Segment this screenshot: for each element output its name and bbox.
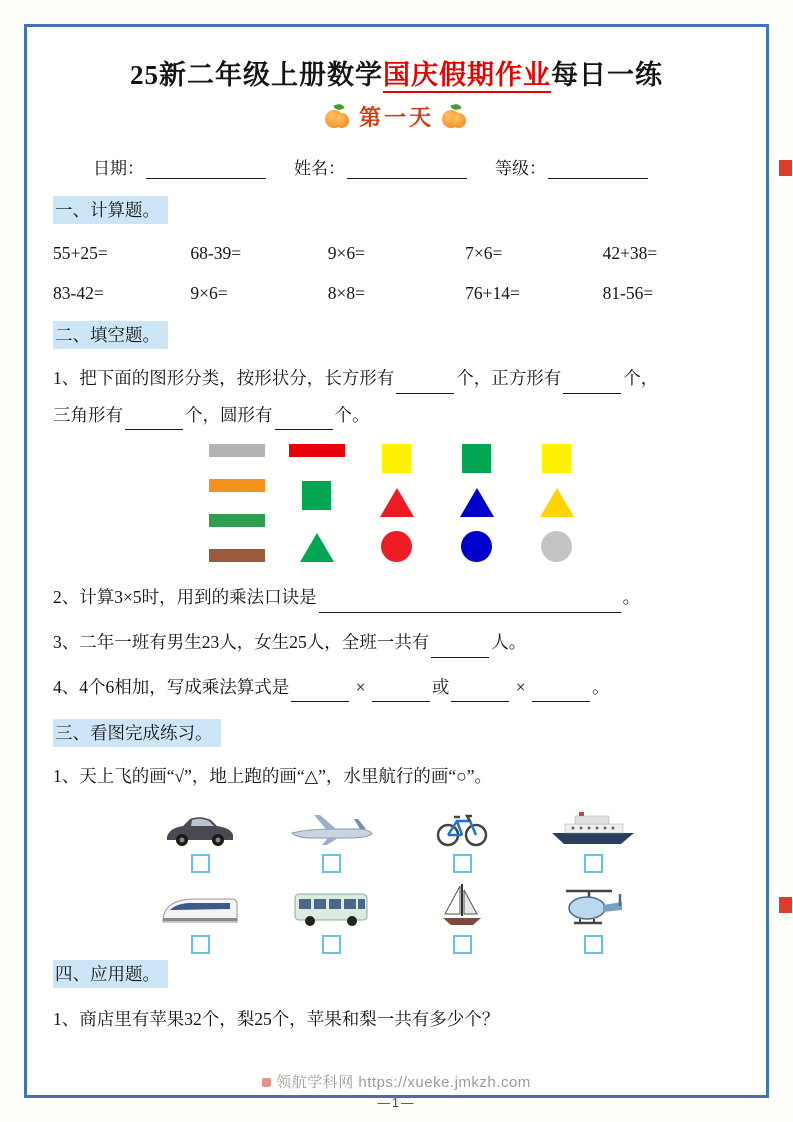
square-shape xyxy=(542,444,571,473)
answer-checkbox[interactable] xyxy=(191,935,210,954)
question-text: 人。 xyxy=(491,631,527,652)
answer-checkbox[interactable] xyxy=(453,935,472,954)
page-number: —1— xyxy=(377,1096,416,1110)
triangle-shape xyxy=(380,488,414,517)
rect-shape xyxy=(209,444,265,457)
look-question-1: 1、天上飞的画“√”，地上跑的画“△”，水里航行的画“○”。 xyxy=(53,766,492,787)
answer-blank[interactable] xyxy=(431,638,489,657)
vehicle-row xyxy=(144,881,649,954)
answer-blank[interactable] xyxy=(291,683,349,702)
calc-problem: 8×8= xyxy=(327,283,366,303)
question-text: 三角形有 xyxy=(53,404,123,425)
title-suffix: 每日一练 xyxy=(551,60,663,90)
fill-question-3 xyxy=(53,627,740,658)
square-shape xyxy=(302,481,331,510)
date-input-line[interactable] xyxy=(146,160,266,179)
shape-column xyxy=(209,444,265,562)
question-text: 个。 xyxy=(334,404,370,425)
triangle-shape xyxy=(460,488,494,517)
vehicle-cell xyxy=(406,881,518,954)
answer-checkbox[interactable] xyxy=(191,854,210,873)
vehicle-cell xyxy=(275,800,387,873)
question-text: 。 xyxy=(622,587,641,608)
question-text: 3、二年一班有男生23人，女生25人，全班一共有 xyxy=(53,631,430,652)
question-text: 或 xyxy=(431,676,450,697)
shape-column xyxy=(529,444,585,562)
answer-blank[interactable] xyxy=(319,594,621,613)
section1-header: 一、计算题。 xyxy=(53,196,168,224)
question-text: 1、把下面的图形分类，按形状分，长方形有 xyxy=(53,368,395,388)
shapes-grid xyxy=(209,444,585,562)
red-edge-tab xyxy=(779,160,792,176)
rect-shape xyxy=(209,514,265,527)
calc-row xyxy=(53,283,740,304)
red-edge-tab xyxy=(779,897,792,913)
page-footer xyxy=(0,1071,793,1110)
triangle-shape xyxy=(540,488,574,517)
rect-shape xyxy=(209,479,265,492)
answer-checkbox[interactable] xyxy=(322,935,341,954)
day-label: 第一天 xyxy=(358,105,434,130)
title-highlight: 国庆假期作业 xyxy=(383,60,551,93)
rect-shape xyxy=(289,444,345,457)
vehicle-cell xyxy=(406,800,518,873)
vehicle-cell xyxy=(144,881,256,954)
question-text: 。 xyxy=(592,676,610,697)
page-title xyxy=(53,53,740,92)
tangerine-icon xyxy=(325,106,351,128)
site-logo-icon xyxy=(262,1078,271,1087)
calc-problem: 9×6= xyxy=(327,243,366,263)
square-shape xyxy=(462,444,491,473)
airplane-image xyxy=(288,800,374,847)
rect-shape xyxy=(209,549,265,562)
vehicle-cell xyxy=(144,800,256,873)
question-text: 个，正方形有 xyxy=(456,368,562,388)
grade-label: 等级： xyxy=(495,159,546,178)
calc-problem: 9×6= xyxy=(190,283,228,303)
question-text: 2、计算3×5时，用到的乘法口诀是 xyxy=(53,587,317,608)
tangerine-icon xyxy=(442,106,468,128)
answer-checkbox[interactable] xyxy=(453,854,472,873)
vehicles-grid xyxy=(53,800,740,954)
calc-problem: 55+25= xyxy=(53,243,108,263)
answer-checkbox[interactable] xyxy=(584,935,603,954)
answer-blank[interactable] xyxy=(532,683,590,702)
circle-shape xyxy=(541,531,572,562)
times-sign: × xyxy=(355,676,366,697)
bus-image xyxy=(292,881,370,928)
car-image xyxy=(163,800,237,847)
section4-header: 四、应用题。 xyxy=(53,960,168,988)
vehicle-row xyxy=(144,800,649,873)
watermark-text: 领航学科网 https://xueke.jmkzh.com xyxy=(276,1074,531,1091)
vehicle-cell xyxy=(537,800,649,873)
name-label: 姓名： xyxy=(294,159,345,178)
title-prefix: 25新二年级上册数学 xyxy=(130,60,383,90)
cruise-ship-image xyxy=(549,800,637,847)
page-border-frame xyxy=(24,24,769,1098)
answer-blank[interactable] xyxy=(125,411,183,430)
info-line xyxy=(53,154,740,179)
fill-question-1-line2 xyxy=(53,400,740,431)
calc-problem: 76+14= xyxy=(465,283,520,303)
answer-blank[interactable] xyxy=(563,374,621,393)
answer-blank[interactable] xyxy=(372,683,430,702)
answer-checkbox[interactable] xyxy=(584,854,603,873)
calc-problem: 68-39= xyxy=(190,243,242,263)
date-label: 日期： xyxy=(93,159,144,178)
fill-question-4 xyxy=(53,672,740,703)
day-line xyxy=(53,101,740,132)
grade-input-line[interactable] xyxy=(548,160,648,179)
shape-column xyxy=(289,444,345,562)
answer-blank[interactable] xyxy=(396,374,454,393)
calc-grid xyxy=(53,243,740,304)
calc-problem: 7×6= xyxy=(465,243,503,263)
helicopter-image xyxy=(560,881,626,928)
vehicle-cell xyxy=(275,881,387,954)
section2-header: 二、填空题。 xyxy=(53,321,168,349)
calc-problem: 83-42= xyxy=(53,283,104,303)
calc-row xyxy=(53,243,740,264)
question-text: 个， xyxy=(623,368,659,388)
answer-blank[interactable] xyxy=(275,411,333,430)
answer-blank[interactable] xyxy=(451,683,509,702)
vehicle-cell xyxy=(537,881,649,954)
word-problem-1: 1、商店里有苹果32个，梨25个，苹果和梨一共有多少个？ xyxy=(53,1008,500,1029)
fill-question-2 xyxy=(53,582,740,613)
answer-checkbox[interactable] xyxy=(322,854,341,873)
bicycle-image xyxy=(436,800,488,847)
times-sign: × xyxy=(515,676,526,697)
shape-column xyxy=(449,444,505,562)
watermark-line xyxy=(0,1071,793,1092)
shape-column xyxy=(369,444,425,562)
fill-question-1-line1 xyxy=(53,363,740,394)
name-input-line[interactable] xyxy=(347,160,467,179)
question-text: 个，圆形有 xyxy=(185,404,273,425)
circle-shape xyxy=(461,531,492,562)
calc-problem: 81-56= xyxy=(602,283,654,303)
sailboat-image xyxy=(439,881,485,928)
question-text: 4、4个6相加，写成乘法算式是 xyxy=(53,676,290,697)
circle-shape xyxy=(381,531,412,562)
calc-problem: 42+38= xyxy=(602,243,658,263)
high-speed-train-image xyxy=(160,881,240,928)
square-shape xyxy=(382,444,411,473)
triangle-shape xyxy=(300,533,334,562)
section3-header: 三、看图完成练习。 xyxy=(53,719,221,747)
